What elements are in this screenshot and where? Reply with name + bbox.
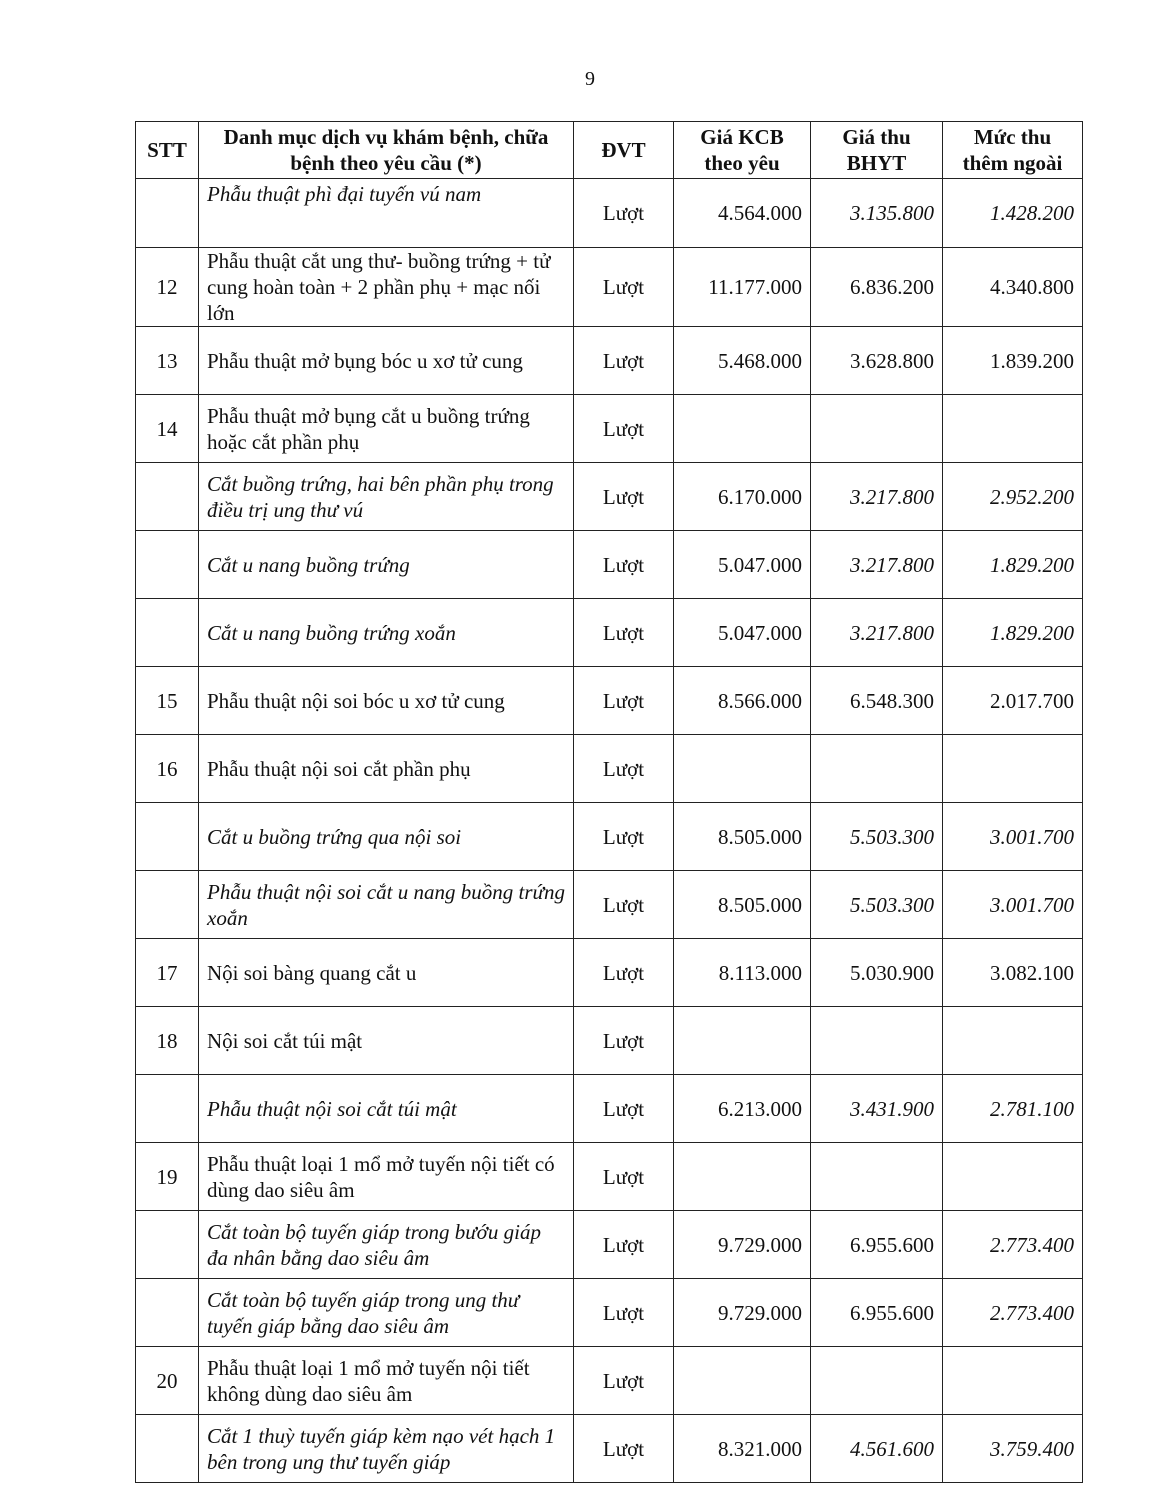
cell-price — [674, 395, 811, 463]
cell-extra-fee — [943, 1007, 1083, 1075]
header-unit: ĐVT — [574, 122, 674, 179]
cell-unit: Lượt — [574, 327, 674, 395]
table-row — [136, 248, 1083, 327]
cell-stt — [136, 1211, 199, 1279]
cell-service-name: Nội soi cắt túi mật — [199, 1007, 574, 1075]
cell-extra-fee: 2.017.700 — [943, 667, 1083, 735]
header-extra-fee: Mức thu thêm ngoài — [943, 122, 1083, 179]
cell-service-name: Phẫu thuật nội soi cắt u nang buồng trứng xoắn — [199, 871, 574, 939]
cell-unit: Lượt — [574, 1279, 674, 1347]
cell-extra-fee: 2.773.400 — [943, 1211, 1083, 1279]
cell-price — [674, 1143, 811, 1211]
cell-extra-fee: 4.340.800 — [943, 248, 1083, 327]
cell-stt — [136, 803, 199, 871]
cell-stt: 13 — [136, 327, 199, 395]
cell-service-name: Cắt toàn bộ tuyến giáp trong ung thư tuyến giáp bằng dao siêu âm — [199, 1279, 574, 1347]
cell-price: 6.213.000 — [674, 1075, 811, 1143]
page-number: 9 — [585, 68, 595, 90]
cell-bhyt-price: 3.217.800 — [811, 599, 943, 667]
cell-extra-fee: 3.082.100 — [943, 939, 1083, 1007]
cell-service-name: Phẫu thuật nội soi bóc u xơ tử cung — [199, 667, 574, 735]
cell-stt: 14 — [136, 395, 199, 463]
cell-bhyt-price: 5.503.300 — [811, 803, 943, 871]
cell-price — [674, 1007, 811, 1075]
cell-stt: 16 — [136, 735, 199, 803]
cell-bhyt-price — [811, 1007, 943, 1075]
cell-extra-fee: 1.829.200 — [943, 599, 1083, 667]
cell-unit: Lượt — [574, 1075, 674, 1143]
table-row — [136, 871, 1083, 939]
cell-bhyt-price: 4.561.600 — [811, 1415, 943, 1483]
cell-unit: Lượt — [574, 463, 674, 531]
table-header-row — [136, 122, 1083, 179]
cell-bhyt-price — [811, 1347, 943, 1415]
cell-service-name: Cắt u buồng trứng qua nội soi — [199, 803, 574, 871]
cell-unit: Lượt — [574, 599, 674, 667]
cell-stt — [136, 871, 199, 939]
cell-service-name: Phẫu thuật nội soi cắt túi mật — [199, 1075, 574, 1143]
cell-price: 9.729.000 — [674, 1279, 811, 1347]
cell-stt — [136, 1075, 199, 1143]
header-service-name: Danh mục dịch vụ khám bệnh, chữa bệnh theo yêu cầu (*) — [199, 122, 574, 179]
table-row — [136, 179, 1083, 248]
cell-stt — [136, 1415, 199, 1483]
cell-bhyt-price: 5.030.900 — [811, 939, 943, 1007]
cell-bhyt-price — [811, 395, 943, 463]
cell-unit: Lượt — [574, 939, 674, 1007]
cell-stt: 18 — [136, 1007, 199, 1075]
cell-stt — [136, 463, 199, 531]
cell-extra-fee — [943, 395, 1083, 463]
cell-price — [674, 1347, 811, 1415]
cell-service-name: Phẫu thuật phì đại tuyến vú nam — [199, 179, 574, 248]
cell-unit: Lượt — [574, 667, 674, 735]
cell-bhyt-price: 3.217.800 — [811, 531, 943, 599]
cell-extra-fee: 3.001.700 — [943, 871, 1083, 939]
cell-price: 9.729.000 — [674, 1211, 811, 1279]
cell-extra-fee: 1.428.200 — [943, 179, 1083, 248]
cell-extra-fee: 2.952.200 — [943, 463, 1083, 531]
cell-price: 6.170.000 — [674, 463, 811, 531]
table-row — [136, 463, 1083, 531]
table-row — [136, 1211, 1083, 1279]
cell-extra-fee: 2.773.400 — [943, 1279, 1083, 1347]
cell-price — [674, 735, 811, 803]
cell-service-name: Cắt toàn bộ tuyến giáp trong bướu giáp đa nhân bằng dao siêu âm — [199, 1211, 574, 1279]
cell-stt — [136, 531, 199, 599]
header-stt: STT — [136, 122, 199, 179]
cell-extra-fee: 2.781.100 — [943, 1075, 1083, 1143]
cell-price: 8.566.000 — [674, 667, 811, 735]
cell-unit: Lượt — [574, 1211, 674, 1279]
cell-bhyt-price — [811, 735, 943, 803]
table-row — [136, 803, 1083, 871]
cell-service-name: Phẫu thuật loại 1 mổ mở tuyến nội tiết có dùng dao siêu âm — [199, 1143, 574, 1211]
cell-stt — [136, 1279, 199, 1347]
cell-bhyt-price — [811, 1143, 943, 1211]
cell-price: 8.113.000 — [674, 939, 811, 1007]
table-row — [136, 1143, 1083, 1211]
header-bhyt-price: Giá thu BHYT — [811, 122, 943, 179]
table-row — [136, 939, 1083, 1007]
cell-unit: Lượt — [574, 179, 674, 248]
cell-bhyt-price: 3.135.800 — [811, 179, 943, 248]
cell-service-name: Phẫu thuật mở bụng bóc u xơ tử cung — [199, 327, 574, 395]
table-row — [136, 735, 1083, 803]
cell-price: 5.047.000 — [674, 531, 811, 599]
cell-bhyt-price: 3.628.800 — [811, 327, 943, 395]
cell-extra-fee — [943, 735, 1083, 803]
cell-price: 11.177.000 — [674, 248, 811, 327]
cell-price: 5.468.000 — [674, 327, 811, 395]
cell-stt — [136, 599, 199, 667]
cell-unit: Lượt — [574, 803, 674, 871]
cell-service-name: Phẫu thuật nội soi cắt phần phụ — [199, 735, 574, 803]
table-row — [136, 1075, 1083, 1143]
table-row — [136, 1007, 1083, 1075]
service-fee-table — [135, 121, 1083, 1483]
cell-unit: Lượt — [574, 1415, 674, 1483]
cell-stt: 19 — [136, 1143, 199, 1211]
cell-bhyt-price: 3.217.800 — [811, 463, 943, 531]
table-row — [136, 531, 1083, 599]
cell-unit: Lượt — [574, 1347, 674, 1415]
cell-stt: 17 — [136, 939, 199, 1007]
cell-price: 8.505.000 — [674, 871, 811, 939]
cell-unit: Lượt — [574, 395, 674, 463]
cell-service-name: Phẫu thuật cắt ung thư- buồng trứng + tử cung hoàn toàn + 2 phần phụ + mạc nối lớn — [199, 248, 574, 327]
table-row — [136, 327, 1083, 395]
table-row — [136, 1415, 1083, 1483]
cell-extra-fee: 1.839.200 — [943, 327, 1083, 395]
header-price: Giá KCB theo yêu — [674, 122, 811, 179]
cell-extra-fee: 3.001.700 — [943, 803, 1083, 871]
table-row — [136, 1279, 1083, 1347]
table-row — [136, 667, 1083, 735]
cell-bhyt-price: 3.431.900 — [811, 1075, 943, 1143]
cell-service-name: Cắt u nang buồng trứng xoắn — [199, 599, 574, 667]
cell-price: 4.564.000 — [674, 179, 811, 248]
cell-bhyt-price: 6.955.600 — [811, 1279, 943, 1347]
cell-unit: Lượt — [574, 735, 674, 803]
cell-price: 8.505.000 — [674, 803, 811, 871]
cell-stt: 12 — [136, 248, 199, 327]
cell-unit: Lượt — [574, 871, 674, 939]
cell-bhyt-price: 6.548.300 — [811, 667, 943, 735]
cell-service-name: Cắt buồng trứng, hai bên phần phụ trong điều trị ung thư vú — [199, 463, 574, 531]
cell-stt — [136, 179, 199, 248]
cell-bhyt-price: 6.836.200 — [811, 248, 943, 327]
table-row — [136, 599, 1083, 667]
cell-service-name: Cắt 1 thuỳ tuyến giáp kèm nạo vét hạch 1 bên trong ung thư tuyến giáp — [199, 1415, 574, 1483]
cell-unit: Lượt — [574, 1143, 674, 1211]
cell-unit: Lượt — [574, 248, 674, 327]
cell-price: 5.047.000 — [674, 599, 811, 667]
cell-service-name: Phẫu thuật mở bụng cắt u buồng trứng hoặc cắt phần phụ — [199, 395, 574, 463]
cell-service-name: Phẫu thuật loại 1 mổ mở tuyến nội tiết không dùng dao siêu âm — [199, 1347, 574, 1415]
cell-unit: Lượt — [574, 1007, 674, 1075]
cell-bhyt-price: 5.503.300 — [811, 871, 943, 939]
cell-stt: 20 — [136, 1347, 199, 1415]
cell-bhyt-price: 6.955.600 — [811, 1211, 943, 1279]
cell-extra-fee — [943, 1347, 1083, 1415]
cell-service-name: Nội soi bàng quang cắt u — [199, 939, 574, 1007]
cell-service-name: Cắt u nang buồng trứng — [199, 531, 574, 599]
cell-unit: Lượt — [574, 531, 674, 599]
cell-stt: 15 — [136, 667, 199, 735]
table-row — [136, 395, 1083, 463]
cell-extra-fee: 3.759.400 — [943, 1415, 1083, 1483]
table-row — [136, 1347, 1083, 1415]
cell-extra-fee: 1.829.200 — [943, 531, 1083, 599]
cell-extra-fee — [943, 1143, 1083, 1211]
cell-price: 8.321.000 — [674, 1415, 811, 1483]
